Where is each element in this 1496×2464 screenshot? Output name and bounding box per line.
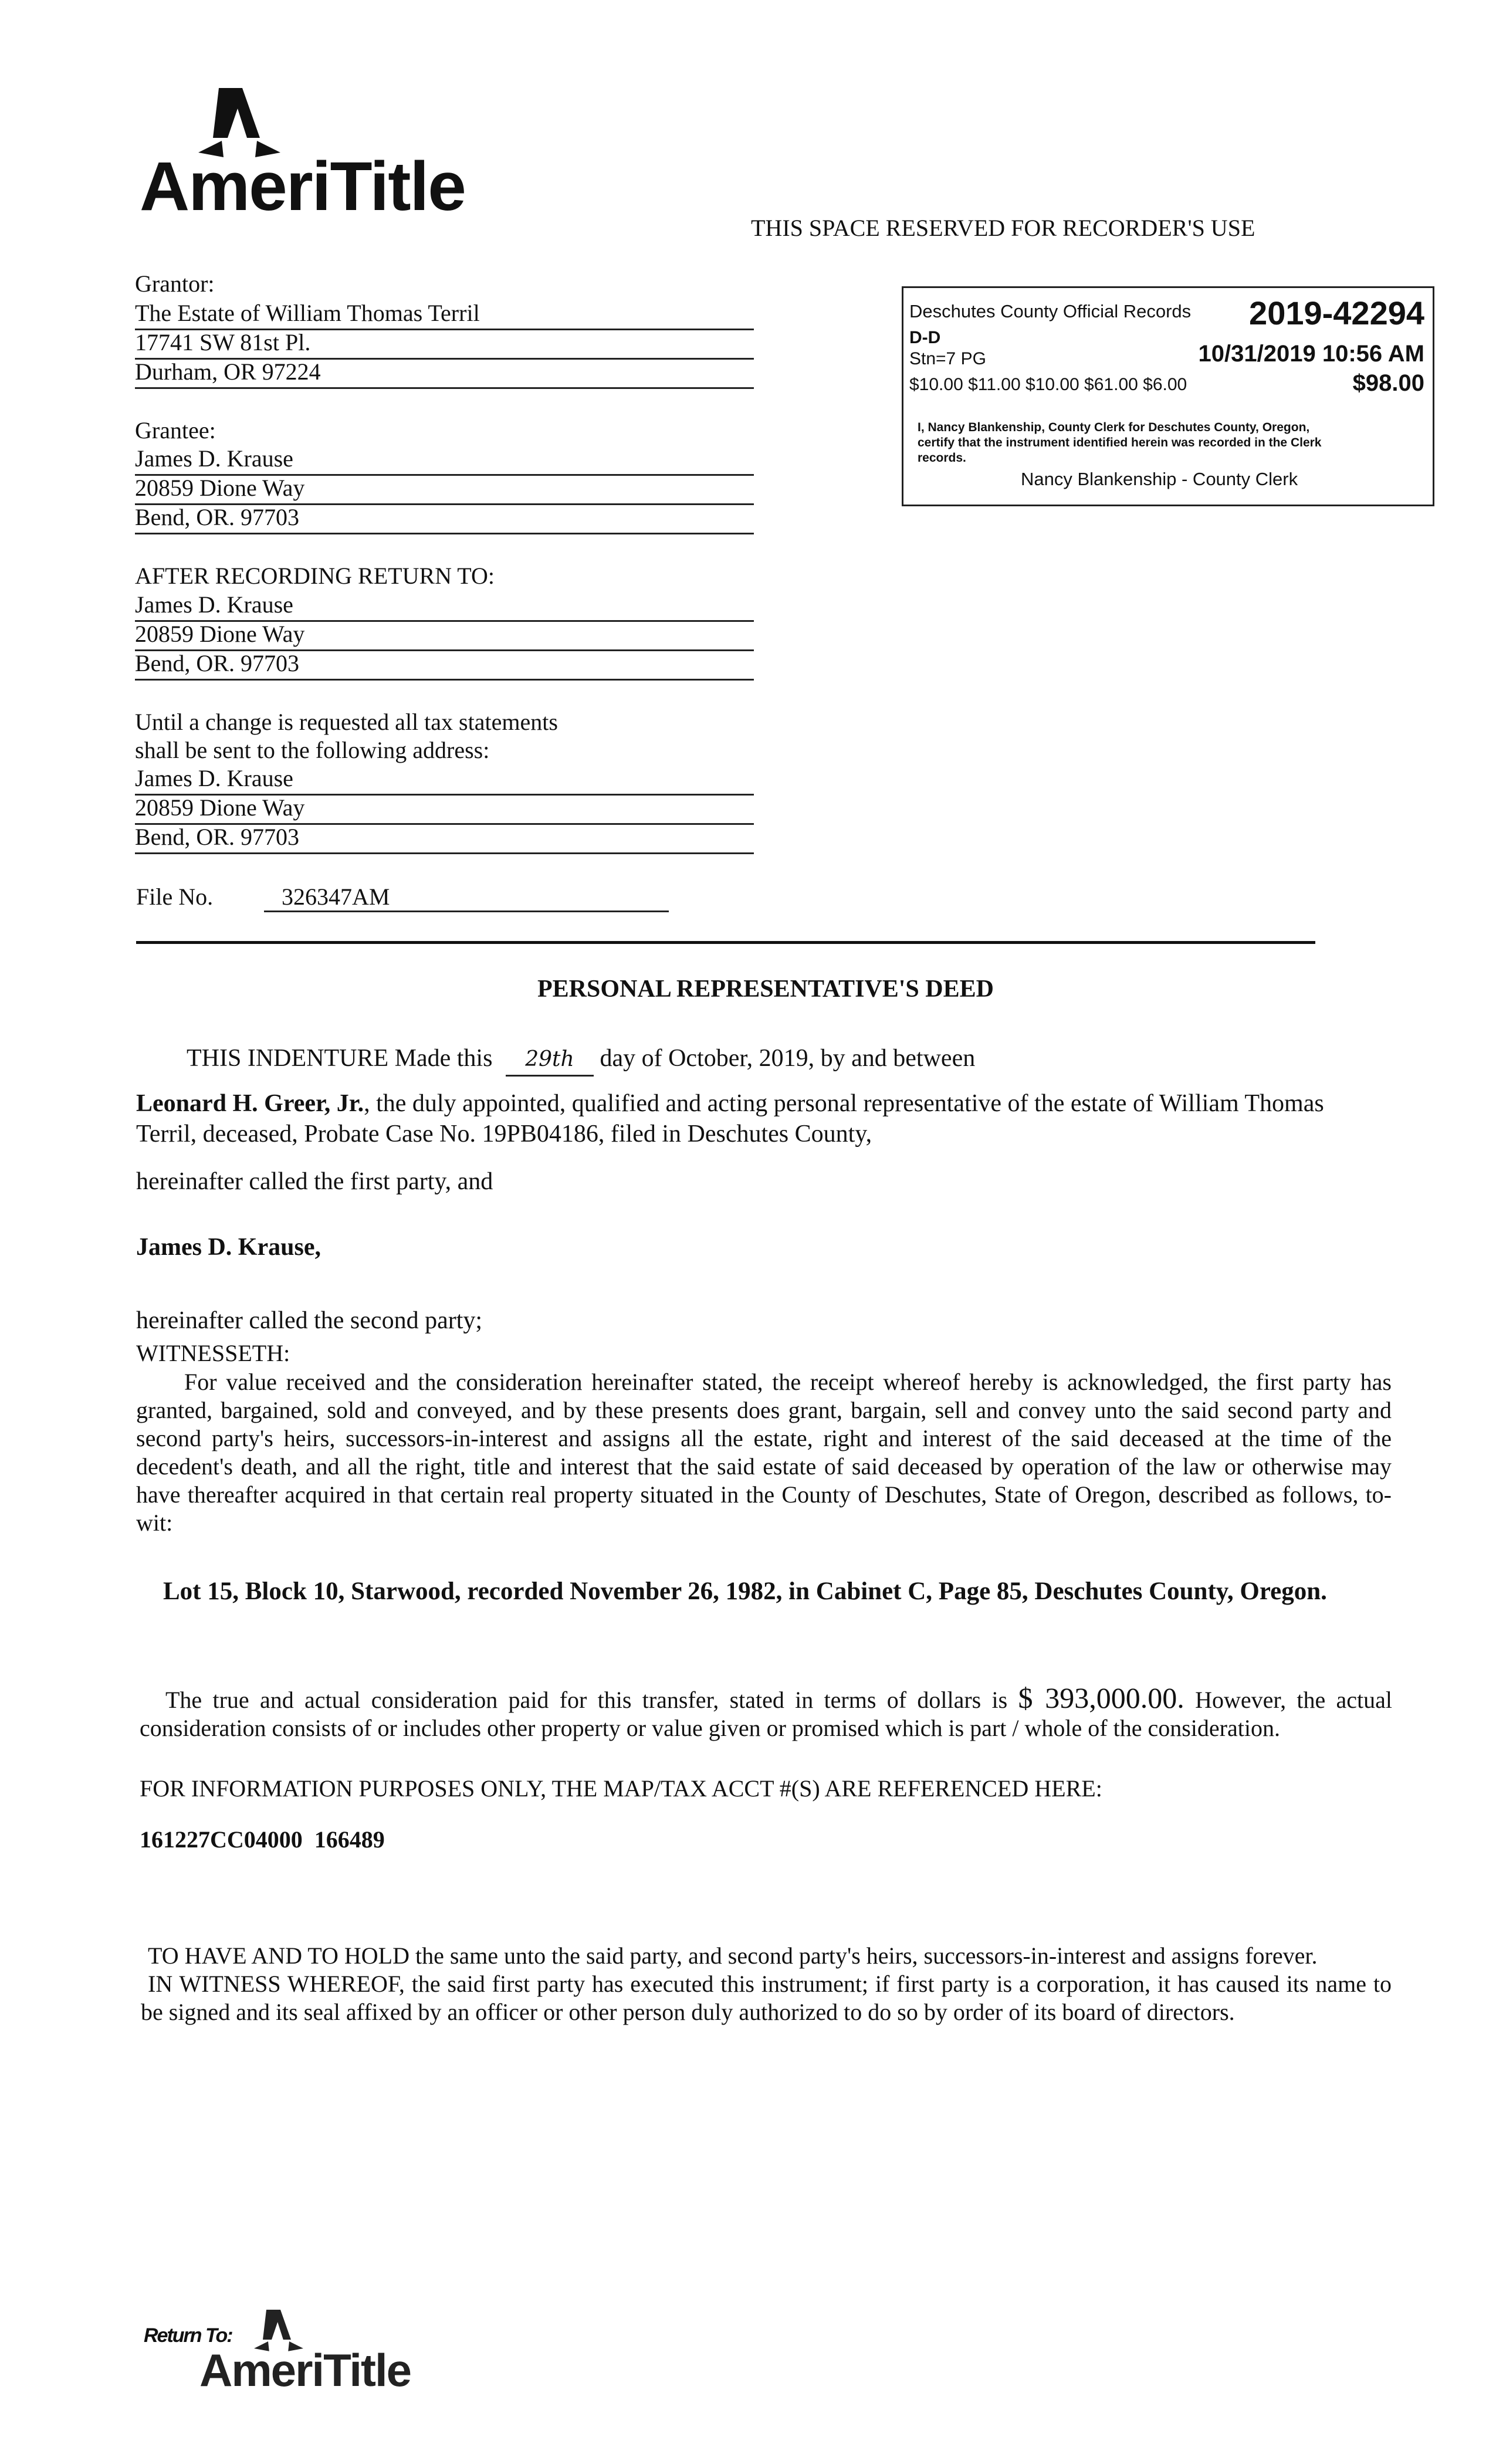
tax-line-2: 20859 Dione Way [135, 794, 754, 825]
ameritle-logo [140, 82, 465, 225]
indenture-day: 29th [506, 1044, 594, 1077]
tax-label-2: shall be sent to the following address: [135, 737, 490, 763]
recording-office: Deschutes County Official Records [909, 301, 1192, 321]
recording-clerk: Nancy Blankenship - County Clerk [1021, 469, 1298, 489]
first-party-paragraph [136, 1088, 1362, 1149]
recording-cert-3: records. [918, 451, 966, 465]
recording-stamp [902, 286, 1434, 506]
consideration-b: However, the actual consideration consists of or includes other property or value given or promised which is part / whole of the consideration. [140, 1687, 1393, 1741]
witness-whereof: IN WITNESS WHEREOF, the said first party has executed this instrument; if first party is a corporation, it has caused its name to be signed and its seal affixed by an officer or other person duly authorized to do so by order of its board of directors. [141, 1971, 1392, 2025]
logo-text: AmeriTitle [140, 148, 465, 225]
section-divider [136, 941, 1315, 944]
second-party-called: hereinafter called the second party; [136, 1307, 483, 1334]
consideration-paragraph [140, 1681, 1393, 1742]
witness-paragraph: For value received and the consideration hereinafter stated, the receipt whereof hereby is acknowledged, the first party has granted, bargained, sold and conveyed, and by these presents does grant, bargain, sell and convey unto the said second party and second party's heirs, successors-in-interest and assigns all the estate, right and interest of the said deceased at the time of the decedent's death, and all the right, title and interest that the said estate of said deceased by operation of the law or otherwise may have thereafter acquired in that certain real property situated in the County of Deschutes, State of Oregon, described as follows, to-wit: [136, 1369, 1392, 1536]
legal-description: Lot 15, Block 10, Starwood, recorded November 26, 1982, in Cabinet C, Page 85, Deschutes County, Oregon. [163, 1578, 1327, 1605]
grantee-line-2: 20859 Dione Way [135, 474, 754, 505]
return-to-line-3: Bend, OR. 97703 [135, 649, 754, 681]
return-to-line-1: James D. Krause [135, 591, 754, 622]
indenture-line [187, 1043, 975, 1077]
recording-datetime: 10/31/2019 10:56 AM [1198, 341, 1424, 367]
return-to-label: AFTER RECORDING RETURN TO: [135, 563, 495, 589]
indenture-intro-b: day of October, 2019, by and between [600, 1045, 976, 1072]
recording-number: 2019-42294 [1249, 295, 1424, 331]
recording-total: $98.00 [1352, 370, 1424, 396]
grantee-label: Grantee: [135, 417, 216, 444]
recording-cert-1: I, Nancy Blankenship, County Clerk for Deschutes County, Oregon, [918, 421, 1310, 434]
first-party-desc: , the duly appointed, qualified and acting personal representative of the estate of William Thomas Terril, deceased, Probate Case No. 19PB04186, filed in Deschutes County, [136, 1090, 1324, 1148]
grantor-line-2: 17741 SW 81st Pl. [135, 329, 754, 360]
grantor-line-3: Durham, OR 97224 [135, 358, 754, 389]
recording-stn: Stn=7 PG [909, 349, 986, 368]
indenture-intro-a: THIS INDENTURE Made this [187, 1045, 493, 1072]
first-party-name: Leonard H. Greer, Jr. [136, 1090, 364, 1117]
footer-return-stamp [141, 2306, 411, 2405]
deed-title: PERSONAL REPRESENTATIVE'S DEED [537, 976, 994, 1003]
map-tax-value: 161227CC04000 166489 [140, 1826, 385, 1853]
recorder-space-label: THIS SPACE RESERVED FOR RECORDER'S USE [751, 215, 1255, 241]
first-party-called: hereinafter called the first party, and [136, 1168, 493, 1195]
habendum-clause: TO HAVE AND TO HOLD the same unto the said party, and second party's heirs, successors-in-interest and assigns forever. [148, 1942, 1318, 1969]
map-tax-label: FOR INFORMATION PURPOSES ONLY, THE MAP/TAX ACCT #(S) ARE REFERENCED HERE: [140, 1775, 1102, 1802]
file-no-label: File No. [136, 884, 214, 910]
second-party-name: James D. Krause, [136, 1234, 321, 1261]
return-to-line-2: 20859 Dione Way [135, 620, 754, 651]
consideration-a: The true and actual consideration paid for this transfer, stated in terms of dollars is [165, 1687, 1008, 1713]
file-no-value: 326347AM [264, 883, 669, 912]
grantee-line-1: James D. Krause [135, 445, 754, 476]
footer-return-to: Return To: [144, 2324, 232, 2347]
tax-label-1: Until a change is requested all tax statements [135, 709, 558, 735]
recording-fees: $10.00 $11.00 $10.00 $61.00 $6.00 [909, 375, 1187, 394]
grantor-label: Grantor: [135, 270, 215, 297]
recording-type: D-D [909, 328, 941, 347]
witnesseth-label: WITNESSETH: [136, 1340, 290, 1366]
grantor-line-1: The Estate of William Thomas Terril [135, 299, 754, 330]
consideration-amount: $ 393,000.00. [1018, 1681, 1184, 1714]
tax-line-1: James D. Krause [135, 764, 754, 796]
tax-line-3: Bend, OR. 97703 [135, 823, 754, 854]
footer-logo-text: AmeriTitle [199, 2344, 411, 2396]
grantee-line-3: Bend, OR. 97703 [135, 503, 754, 534]
recording-cert-2: certify that the instrument identified herein was recorded in the Clerk [918, 436, 1322, 449]
logo-mark-icon [195, 82, 283, 158]
